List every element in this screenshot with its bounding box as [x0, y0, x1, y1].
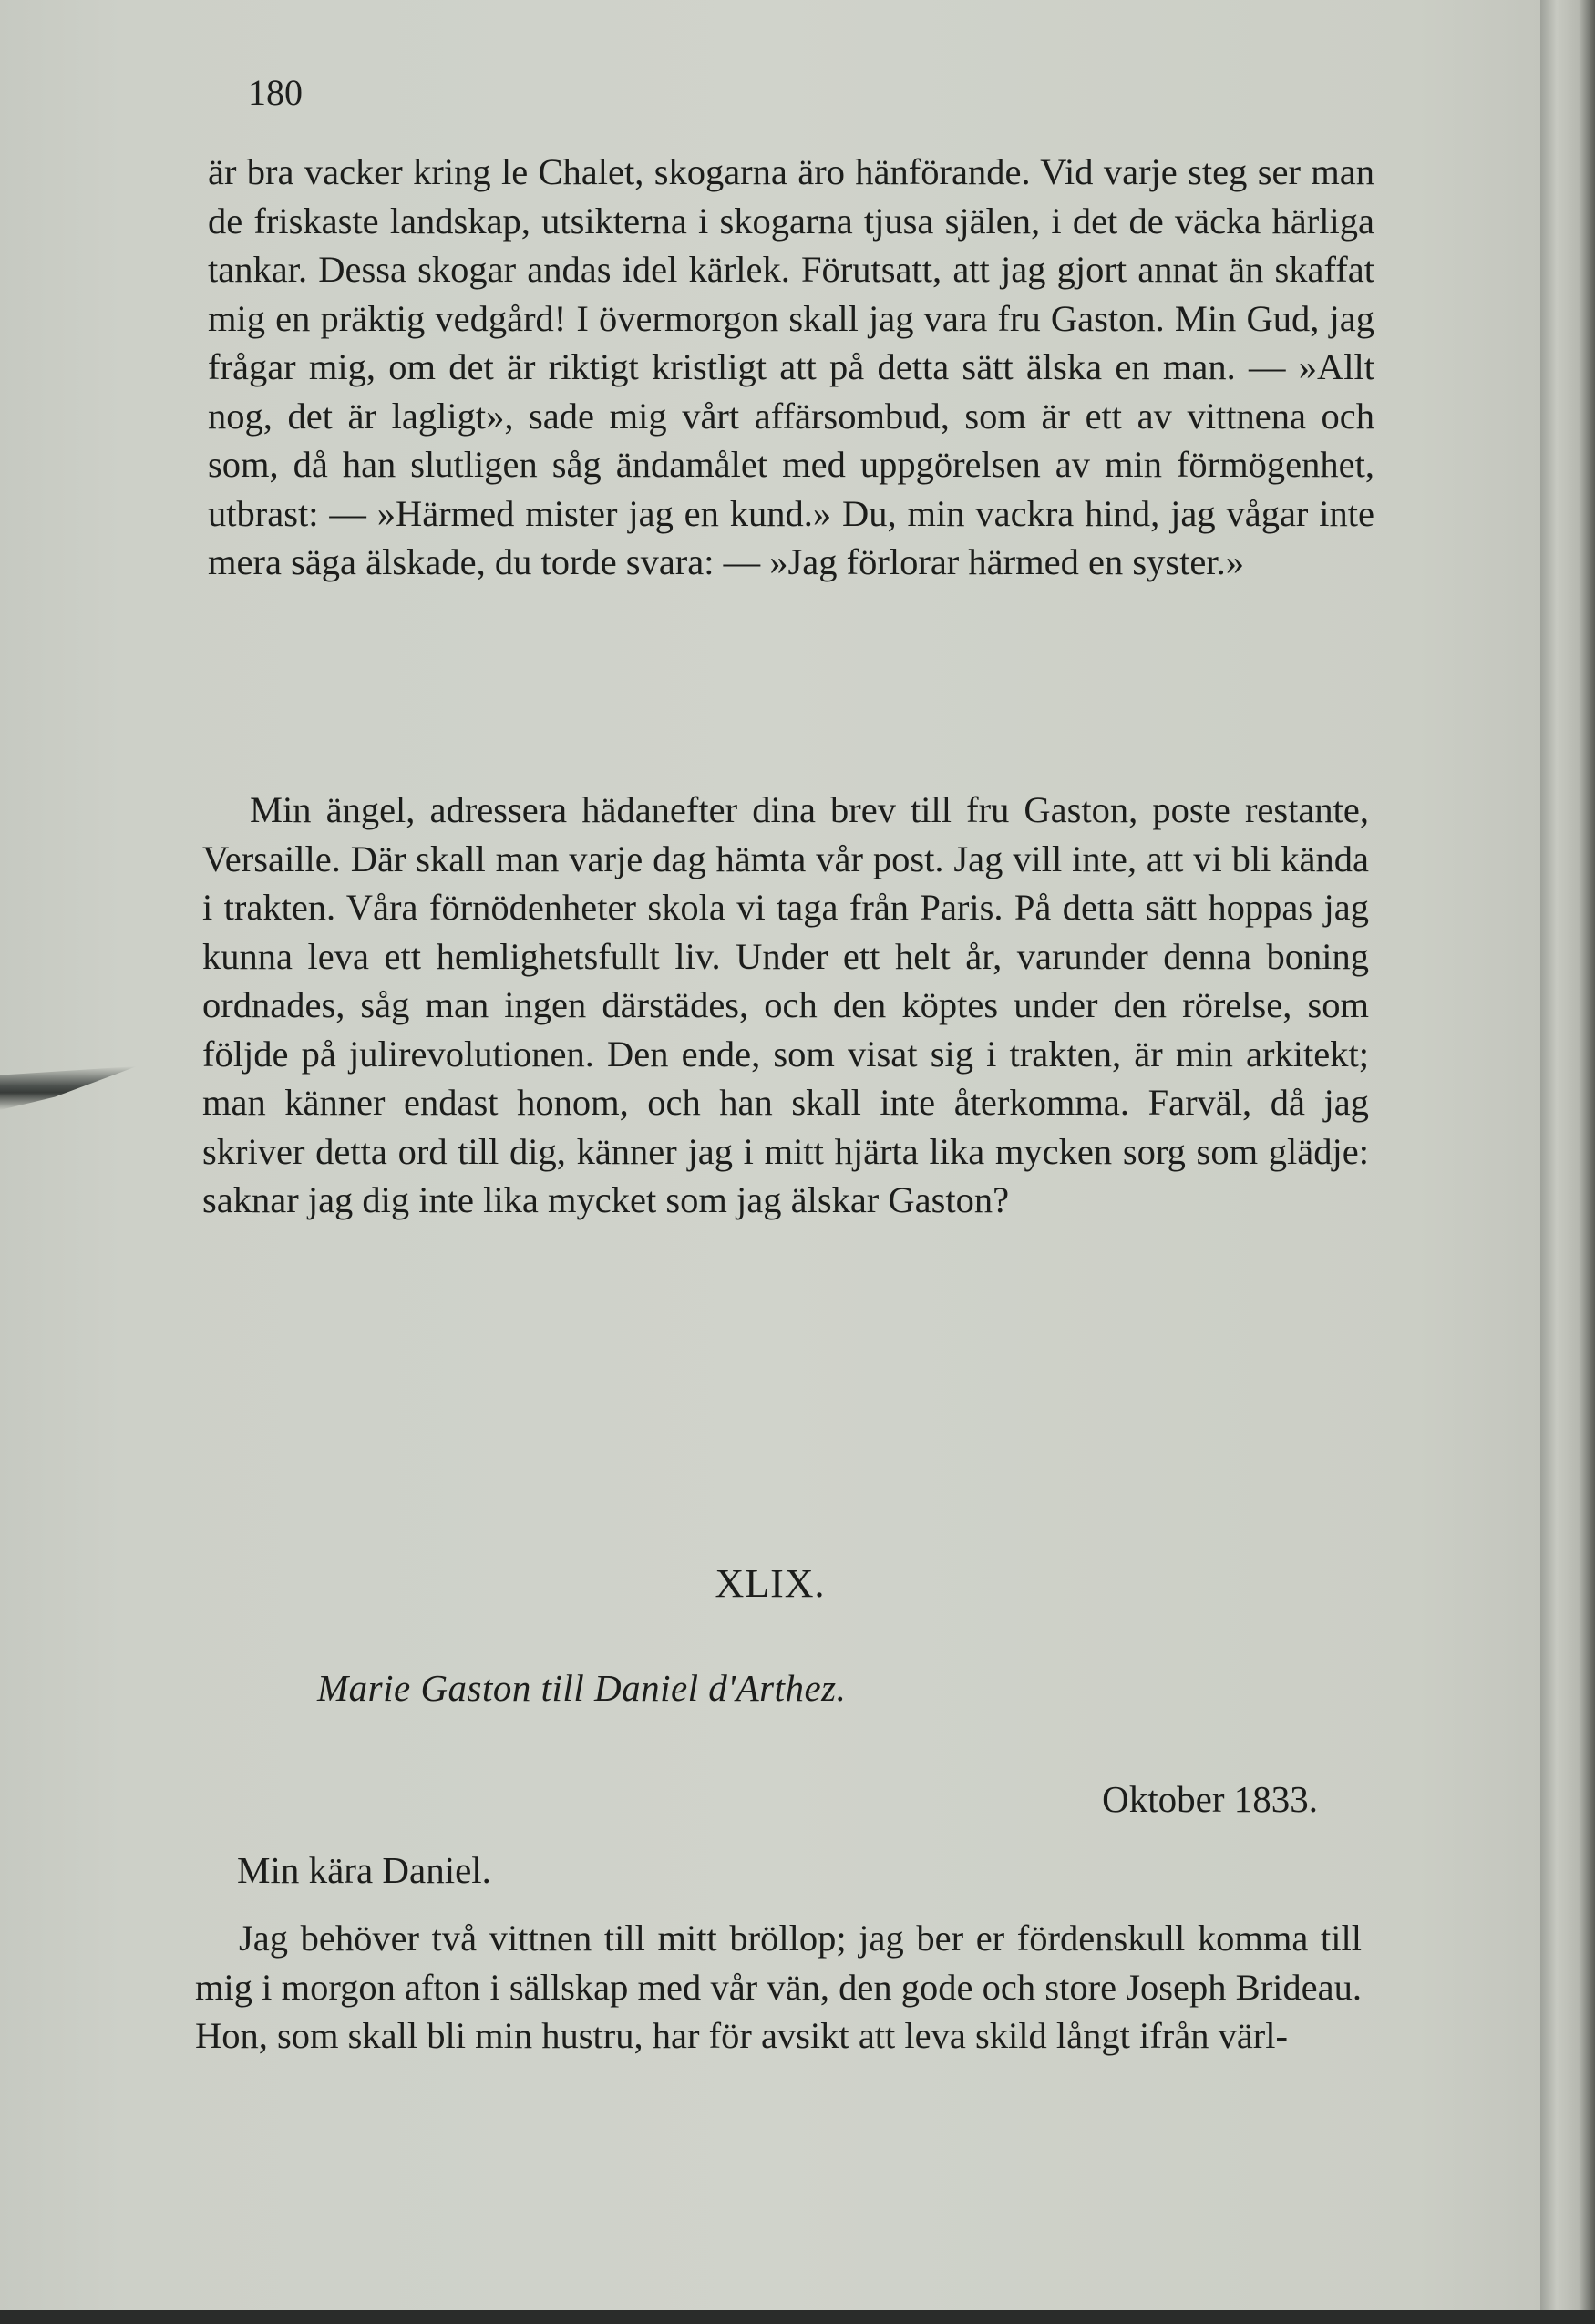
letter-first-paragraph: Jag behöver två vittnen till mitt bröllop; jag ber er fördenskull komma till mig i morgon afton i sällskap med vår vän, den gode och store Joseph Brideau. Hon, som skall bli min hustru, har för avsikt att leva skild långt ifrån värl-: [195, 1918, 1362, 2056]
paragraph: Min ängel, adressera hädanefter dina brev till fru Gaston, poste restante, Versaille. Där skall man varje dag hämta vår post. Jag vill inte, att vi bli kända i trakten. Våra förnödenheter skola vi taga från Paris. På detta sätt hoppas jag kunna leva ett hemlighetsfullt liv. Under ett helt år, varunder denna boning ordnades, såg man ingen därstädes, och den köptes under den rörelse, som följde på julirevolutionen. Den ende, som visat sig i trakten, är min arkitekt; man känner endast honom, och han skall inte återkomma. Farväl, då jag skriver detta ord till dig, känner jag i mitt hjärta lika mycken sorg som glädje: saknar jag dig inte lika mycket som jag älskar Gaston?: [202, 789, 1369, 1220]
bookmark-ribbon: [0, 1066, 137, 1110]
chapter-numeral: XLIX.: [715, 1561, 826, 1606]
page-number: 180: [248, 72, 303, 113]
page-edge: [1540, 0, 1595, 2324]
letter-salutation: Min kära Daniel.: [237, 1849, 491, 1891]
letter-heading: Marie Gaston till Daniel d'Arthez.: [317, 1667, 847, 1709]
paragraph-continued: är bra vacker kring le Chalet, skogarna äro hänförande. Vid varje steg ser man de friskaste landskap, utsikterna i skogarna tjusa själen, i det de väcka härliga tankar. Dessa skogar andas idel kärlek. Förutsatt, att jag gjort annat än skaffat mig en präktig vedgård! I övermorgon skall jag vara fru Gaston. Min Gud, jag frågar mig, om det är riktigt kristligt att på detta sätt älska en man. — »Allt nog, det är lagligt», sade mig vårt affärsombud, som är ett av vittnena och som, då han slutligen såg ändamålet med uppgörelsen av min förmögenhet, utbrast: — »Härmed mister jag en kund.» Du, min vackra hind, jag vågar inte mera säga älskade, du torde svara: — »Jag förlorar härmed en syster.»: [208, 151, 1374, 582]
letter-date: Oktober 1833.: [1102, 1778, 1318, 1820]
page-bottom-edge: [0, 2310, 1595, 2324]
